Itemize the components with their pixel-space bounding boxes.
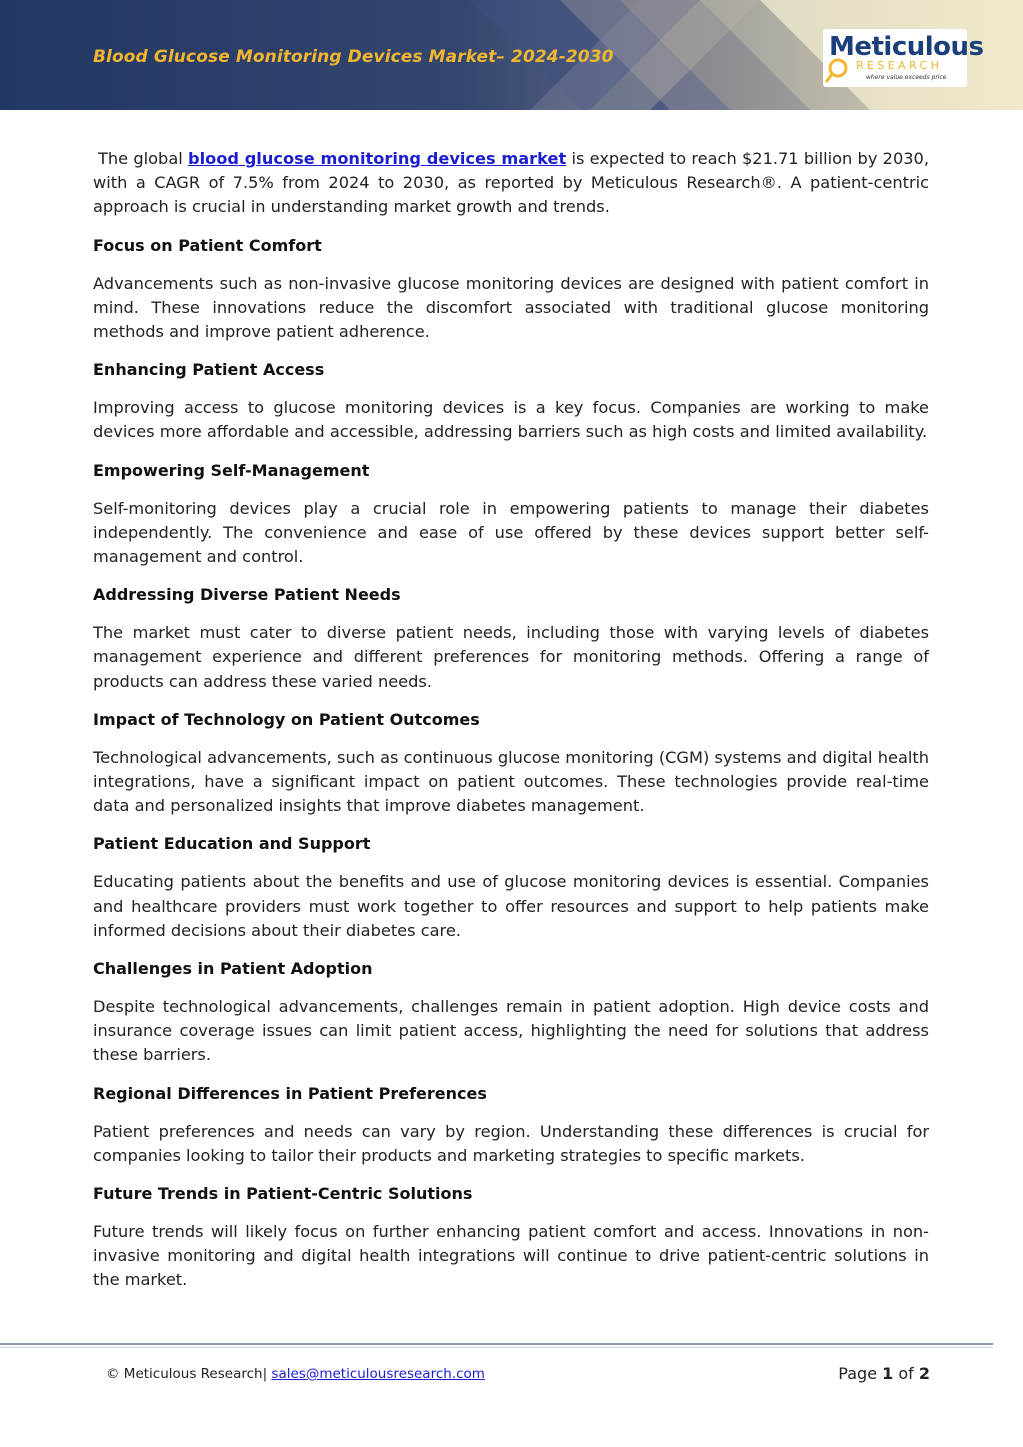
page-label: Page bbox=[838, 1364, 883, 1383]
current-page-number: 1 bbox=[882, 1364, 894, 1383]
section-body: Improving access to glucose monitoring devices is a key focus. Companies are working to make devices more affordable and accessible, addressing barriers such as high costs and limited availability. bbox=[93, 398, 929, 442]
section-heading: Patient Education and Support bbox=[93, 834, 371, 854]
section-heading: Addressing Diverse Patient Needs bbox=[93, 585, 401, 605]
section-body: Patient preferences and needs can vary by region. Understanding these differences is crucial for companies looking to tailor their products and marketing strategies to specific markets. bbox=[93, 1121, 929, 1165]
footer-divider bbox=[0, 1343, 993, 1345]
section-body: Future trends will likely focus on further enhancing patient comfort and access. Innovations in non-invasive monitoring and digital health integrations will continue to drive patient-centric solutions in the market. bbox=[93, 1222, 929, 1290]
section-heading: Future Trends in Patient-Centric Solutions bbox=[93, 1184, 473, 1204]
section-heading: Focus on Patient Comfort bbox=[93, 235, 322, 255]
section-body: Advancements such as non-invasive glucose monitoring devices are designed with patient comfort in mind. These innovations reduce the discomfort associated with traditional glucose monitoring methods and improve patient adherence. bbox=[93, 273, 929, 342]
logo-wordmark: Meticulous bbox=[829, 32, 984, 62]
page-indicator bbox=[838, 1364, 930, 1383]
section-body: Self-monitoring devices play a crucial role in empowering patients to manage their diabetes independently. The convenience and ease of use offered by these devices support better self-management and control. bbox=[93, 498, 929, 567]
section-heading: Enhancing Patient Access bbox=[93, 360, 325, 380]
section-body: The market must cater to diverse patient needs, including those with varying levels of diabetes management experience and different preferences for monitoring methods. Offering a range of products can address these varied needs. bbox=[93, 623, 929, 691]
footer-divider-light bbox=[0, 1347, 993, 1348]
header-banner bbox=[0, 0, 1023, 110]
document-title: Blood Glucose Monitoring Devices Market– 2024-2030 bbox=[93, 47, 614, 67]
copyright-text: © Meticulous Research| bbox=[106, 1366, 272, 1382]
section-body: Despite technological advancements, challenges remain in patient adoption. High device costs and insurance coverage issues can limit patient access, highlighting the need for solutions that address these barriers. bbox=[93, 997, 929, 1065]
intro-rest: is expected to reach $21.71 billion by 2030, with a CAGR of 7.5% from 2024 to 2030, as reported by Meticulous Research®. A patient-centric approach is crucial in understanding market growth and trends. bbox=[93, 149, 929, 217]
intro-paragraph bbox=[93, 147, 929, 220]
contact-email-link[interactable]: sales@meticulousresearch.com bbox=[271, 1366, 485, 1382]
market-report-link[interactable]: blood glucose monitoring devices market bbox=[188, 149, 567, 168]
section-body: Technological advancements, such as continuous glucose monitoring (CGM) systems and digital health integrations, have a significant impact on patient outcomes. These technologies provide real-time data and personalized insights that improve diabetes management. bbox=[93, 747, 929, 816]
logo-tagline: where value exceeds price bbox=[866, 74, 947, 81]
section-heading: Regional Differences in Patient Preferences bbox=[93, 1083, 487, 1103]
company-logo bbox=[823, 29, 984, 87]
logo-subtitle: RESEARCH bbox=[856, 59, 943, 72]
total-page-number: 2 bbox=[918, 1364, 930, 1383]
intro-lead: The global bbox=[98, 149, 188, 168]
page-of-label: of bbox=[893, 1364, 919, 1383]
document-body bbox=[93, 147, 929, 1307]
section-heading: Impact of Technology on Patient Outcomes bbox=[93, 709, 480, 729]
footer-copyright bbox=[106, 1366, 485, 1382]
section-body: Educating patients about the benefits and use of glucose monitoring devices is essential. Companies and healthcare providers must work together to offer resources and support to help patients make informed decisions about their diabetes care. bbox=[93, 872, 929, 940]
magnifier-icon bbox=[825, 57, 851, 83]
section-heading: Empowering Self-Management bbox=[93, 460, 370, 480]
section-heading: Challenges in Patient Adoption bbox=[93, 959, 373, 979]
